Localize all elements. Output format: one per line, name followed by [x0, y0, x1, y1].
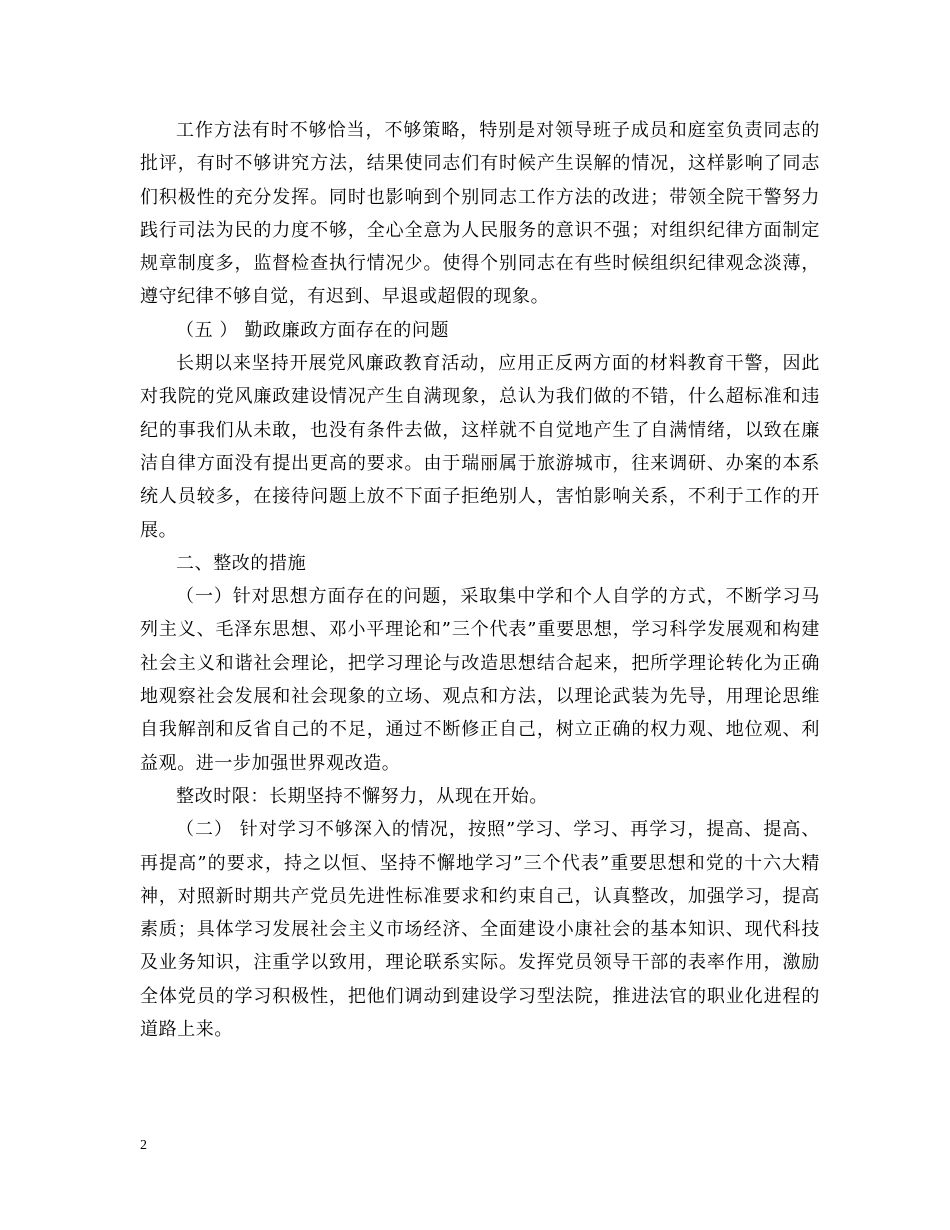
page-number: 2: [140, 1138, 147, 1153]
paragraph-rectification-study: （二） 针对学习不够深入的情况，按照”学习、学习、再学习，提高、提高、再提高”的要求，持之以恒、坚持不懈地学习”三个代表”重要思想和党的十六大精神，对照新时期共产党员先进性标准要求和约束自己，认真整改，加强学习，提高素质；具体学习发展社会主义市场经济、全面建设小康社会的基本知识、现代科技及业务知识，注重学以致用，理论联系实际。发挥党员领导干部的表率作用，激励全体党员的学习积极性，把他们调动到建设学习型法院，推进法官的职业化进程的道路上来。: [140, 819, 820, 1041]
paragraph-rectification-deadline: 整改时限：长期坚持不懈努力，从现在开始。: [176, 785, 548, 807]
document-body: [140, 114, 820, 1046]
paragraph-rectification-thought: （一）针对思想方面存在的问题，采取集中学和个人自学的方式，不断学习马列主义、毛泽东思想、邓小平理论和”三个代表”重要思想，学习科学发展观和构建社会主义和谐社会理论，把学习理论与改造思想结合起来，把所学理论转化为正确地观察社会发展和社会现象的立场、观点和方法，以理论武装为先导，用理论思维自我解剖和反省自己的不足，通过不断修正自己，树立正确的权力观、地位观、利益观。进一步加强世界观改造。: [140, 586, 820, 774]
paragraph-work-methods: 工作方法有时不够恰当，不够策略，特别是对领导班子成员和庭室负责同志的批评，有时不够讲究方法，结果使同志们有时候产生误解的情况，这样影响了同志们积极性的充分发挥。同时也影响到个别同志工作方法的改进；带领全院干警努力践行司法为民的力度不够，全心全意为人民服务的意识不强；对组织纪律方面制定规章制度多，监督检查执行情况少。使得个别同志在有些时候组织纪律观念淡薄，遵守纪律不够自觉，有迟到、早退或超假的现象。: [140, 120, 820, 308]
section-heading-integrity: （五 ） 勤政廉政方面存在的问题: [176, 319, 450, 341]
section-heading-rectification: 二、整改的措施: [176, 552, 307, 574]
paragraph-integrity-issues: 长期以来坚持开展党风廉政教育活动，应用正反两方面的材料教育干警，因此对我院的党风廉政建设情况产生自满现象，总认为我们做的不错，什么超标准和违纪的事我们从未敢，也没有条件去做，这样就不自觉地产生了自满情绪，以致在廉洁自律方面没有提出更高的要求。由于瑞丽属于旅游城市，往来调研、办案的本系统人员较多，在接待问题上放不下面子拒绝别人，害怕影响关系，不利于工作的开展。: [140, 353, 820, 541]
